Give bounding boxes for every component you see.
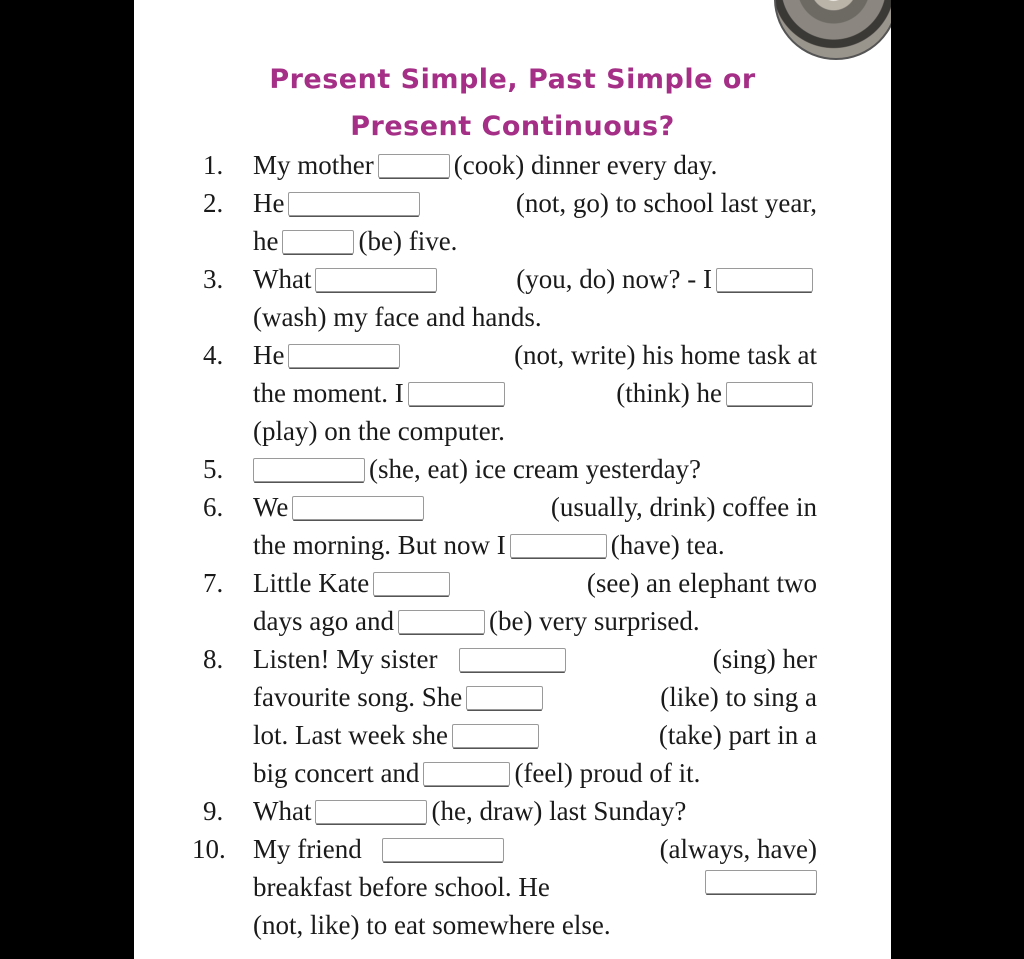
item-text: (always, have) bbox=[659, 834, 817, 864]
item-text: (she, eat) ice cream yesterday? bbox=[369, 454, 702, 484]
answer-blank[interactable] bbox=[716, 268, 813, 292]
answer-blank[interactable] bbox=[726, 382, 813, 406]
item-text: (you, do) now? - I bbox=[516, 264, 712, 294]
answer-blank[interactable] bbox=[378, 154, 450, 178]
answer-blank[interactable] bbox=[288, 344, 400, 368]
item-text: he bbox=[253, 226, 279, 256]
answer-blank[interactable] bbox=[282, 230, 354, 254]
item-text: (not, go) to school last year, bbox=[515, 188, 817, 218]
item-text: (be) very surprised. bbox=[488, 606, 700, 636]
item-number: 6. bbox=[203, 492, 224, 522]
item-number: 1. bbox=[203, 150, 224, 180]
answer-blank[interactable] bbox=[315, 268, 437, 292]
item-text: (he, draw) last Sunday? bbox=[431, 796, 687, 826]
item-text: big concert and bbox=[253, 758, 420, 788]
item-text: (like) to sing a bbox=[660, 682, 817, 712]
item-number: 10. bbox=[192, 834, 226, 864]
answer-blank[interactable] bbox=[408, 382, 505, 406]
answer-blank[interactable] bbox=[292, 496, 424, 520]
item-number: 3. bbox=[203, 264, 224, 294]
item-text: He bbox=[253, 188, 285, 218]
item-text: (take) part in a bbox=[658, 720, 817, 750]
item-text: (be) five. bbox=[358, 226, 458, 256]
item-number: 2. bbox=[203, 188, 224, 218]
item-text: days ago and bbox=[253, 606, 394, 636]
worksheet-page bbox=[134, 0, 891, 959]
item-text: My mother bbox=[253, 150, 374, 180]
item-text: lot. Last week she bbox=[253, 720, 448, 750]
item-text: (wash) my face and hands. bbox=[253, 302, 542, 332]
item-text: Little Kate bbox=[253, 568, 370, 598]
item-text: What bbox=[253, 264, 312, 294]
answer-blank[interactable] bbox=[253, 458, 365, 482]
item-text: (have) tea. bbox=[610, 530, 725, 560]
worksheet-title-line1: Present Simple, Past Simple or bbox=[269, 64, 756, 95]
answer-blank[interactable] bbox=[466, 686, 543, 710]
item-text: favourite song. She bbox=[253, 682, 463, 712]
answer-blank[interactable] bbox=[510, 534, 607, 558]
item-number: 8. bbox=[203, 644, 224, 674]
item-text: (see) an elephant two bbox=[586, 568, 817, 598]
avatar bbox=[774, 0, 891, 60]
answer-blank[interactable] bbox=[288, 192, 420, 216]
item-text: (not, like) to eat somewhere else. bbox=[253, 910, 611, 940]
item-text: (cook) dinner every day. bbox=[453, 150, 718, 180]
answer-blank[interactable] bbox=[423, 762, 510, 786]
item-text: (usually, drink) coffee in bbox=[550, 492, 817, 522]
item-text: (think) he bbox=[616, 378, 722, 408]
answer-blank[interactable] bbox=[382, 838, 504, 862]
item-text: (not, write) his home task at bbox=[514, 340, 817, 370]
item-number: 4. bbox=[203, 340, 224, 370]
item-text: breakfast before school. He bbox=[253, 872, 550, 902]
answer-blank[interactable] bbox=[398, 610, 485, 634]
item-text: My friend bbox=[253, 834, 362, 864]
answer-blank[interactable] bbox=[315, 800, 427, 824]
answer-blank[interactable] bbox=[373, 572, 450, 596]
item-text: Listen! My sister bbox=[253, 644, 438, 674]
item-text: (sing) her bbox=[712, 644, 817, 674]
answer-blank[interactable] bbox=[459, 648, 566, 672]
item-text: (feel) proud of it. bbox=[514, 758, 701, 788]
answer-blank[interactable] bbox=[705, 870, 817, 894]
answer-blank[interactable] bbox=[452, 724, 539, 748]
item-text: We bbox=[253, 492, 289, 522]
worksheet-title-line2: Present Continuous? bbox=[350, 111, 675, 142]
item-text: the moment. I bbox=[253, 378, 404, 408]
item-text: What bbox=[253, 796, 312, 826]
item-number: 5. bbox=[203, 454, 224, 484]
item-number: 7. bbox=[203, 568, 224, 598]
item-text: (play) on the computer. bbox=[253, 416, 505, 446]
item-text: He bbox=[253, 340, 285, 370]
item-text: the morning. But now I bbox=[253, 530, 506, 560]
item-number: 9. bbox=[203, 796, 224, 826]
